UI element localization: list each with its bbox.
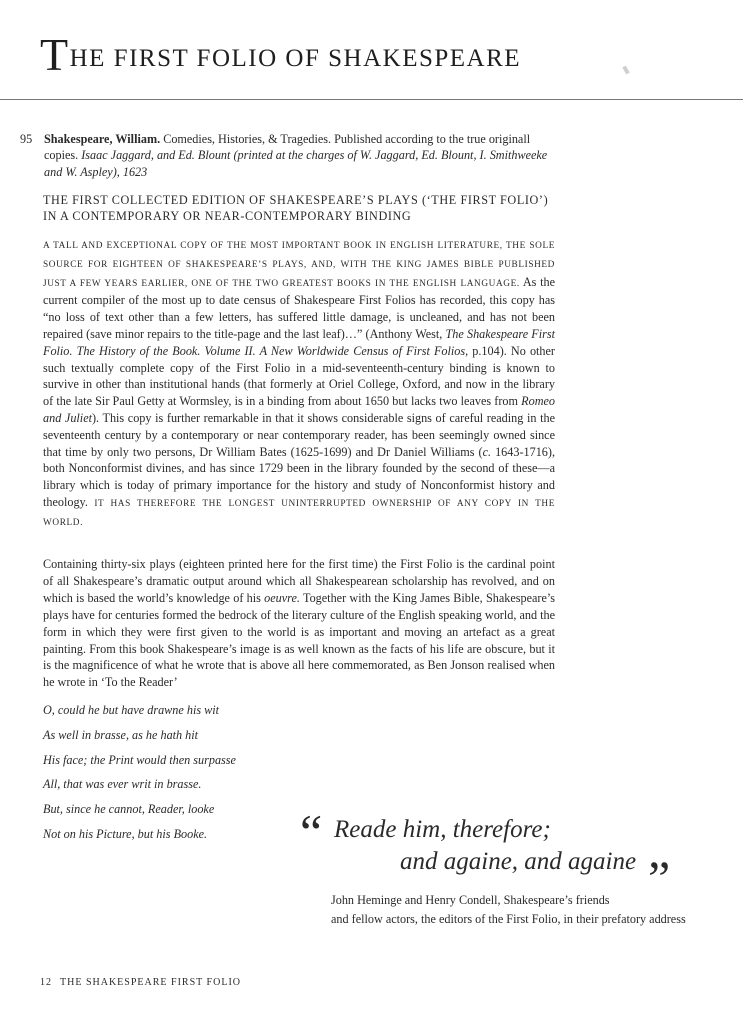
page-number: 12 bbox=[40, 977, 52, 988]
title-text: HE FIRST FOLIO OF SHAKESPEARE bbox=[69, 45, 522, 72]
book-title: Comedies, Histories, & Tragedies. Published according to the true originall copies. bbox=[44, 132, 531, 163]
oeuvre-word: oeuvre. bbox=[264, 590, 300, 605]
lot-number: 95 bbox=[20, 132, 33, 146]
header-rule bbox=[0, 99, 743, 100]
entry-heading bbox=[44, 131, 556, 180]
imprint: Isaac Jaggard, and Ed. Blount (printed at the charges of W. Jaggard, Ed. Blount, I. Smithweeke and W. Aspley), 1623 bbox=[44, 148, 548, 179]
quote-line-2: and againe, and againe bbox=[400, 848, 637, 875]
attribution-line: and fellow actors, the editors of the First Folio, in their prefatory address bbox=[331, 912, 686, 926]
circa-abbrev: c. bbox=[482, 444, 492, 459]
poem-line: But, since he cannot, Reader, looke bbox=[43, 802, 215, 817]
close-quote-mark: ” bbox=[648, 850, 671, 906]
poem-line: As well in brasse, as he hath hit bbox=[43, 727, 199, 742]
author-name: Shakespeare, William. bbox=[44, 132, 161, 146]
description-caps-lead: A TALL AND EXCEPTIONAL COPY OF THE MOST IMPORTANT BOOK IN ENGLISH LITERATURE, THE SOLE SOURCE FOR EIGHTEEN OF SHAKESPEARE’S PLAYS, AND, WITH THE KING JAMES BIBLE PUBLISHED JUST A FEW YEARS EARLIER, ONE OF THE TWO GREATEST BOOKS IN THE ENGLISH LANGUAGE. bbox=[43, 241, 555, 289]
description-paragraph bbox=[43, 236, 555, 532]
paper-mark bbox=[622, 66, 629, 75]
poem bbox=[43, 703, 236, 852]
running-title: THE SHAKESPEARE FIRST FOLIO bbox=[60, 977, 241, 988]
quote-line-1: Reade him, therefore; bbox=[334, 816, 551, 843]
title-drop-cap: T bbox=[40, 29, 70, 80]
open-quote-mark: “ bbox=[300, 804, 323, 860]
page-title bbox=[40, 29, 522, 80]
poem-line: His face; the Print would then surpasse bbox=[43, 752, 236, 767]
citation-title: The Shakespeare First Folio. The History of the Book. Volume II. A New Worldwide Census of First Folios, bbox=[43, 326, 555, 358]
quote-attribution bbox=[331, 891, 686, 929]
poem-line: Not on his Picture, but his Booke. bbox=[43, 826, 208, 841]
poem-line: All, that was ever writ in brasse. bbox=[43, 777, 202, 792]
body-paragraph bbox=[43, 556, 555, 691]
description-caps-tail: IT HAS THEREFORE THE LONGEST UNINTERRUPTED OWNERSHIP OF ANY COPY IN THE WORLD. bbox=[43, 498, 555, 528]
paragraph-text: Together with the King James Bible, Shakespeare’s plays have for centuries formed the bedrock of the literary culture of the English speaking world, and the form in which they were first given to the world is as important and moving an artefact as a great painting. From this book Shakespeare’s image is as well known as the facts of his life are obscure, but it is the magnificence of what he wrote that is above all here commemorated, as Ben Jonson realised when he wrote in ‘To the Reader’ bbox=[43, 590, 555, 690]
entry-subtitle: THE FIRST COLLECTED EDITION OF SHAKESPEARE’S PLAYS (‘THE FIRST FOLIO’) IN A CONTEMPORARY OR NEAR-CONTEMPORARY BINDING bbox=[43, 193, 549, 224]
poem-line: O, could he but have drawne his wit bbox=[43, 703, 220, 717]
attribution-line: John Heminge and Henry Condell, Shakespeare’s friends bbox=[331, 893, 610, 907]
page-footer bbox=[40, 977, 241, 988]
description-text: ). This copy is further remarkable in that it shows considerable signs of careful reading in the seventeenth century by a contemporary or near contemporary reader, has been seemingly owned since that time by only two persons, Dr William Bates (1625-1699) and Dr Daniel Williams ( bbox=[43, 410, 555, 459]
catalogue-entry bbox=[20, 131, 556, 180]
description-text: 1643-1716), both Nonconformist divines, and has since 1729 been in the library founded by the second of these—a library which is today of primary importance for the history and study of Nonconformist history and theology. bbox=[43, 444, 555, 509]
description-text: p.104). No other such textually complete copy of the First Folio in a mid-seventeenth-century binding is known to survive in other than institutional hands (that formerly at Oriel College, Oxford, and now in the library of the late Sir Paul Getty at Wormsley, is in a binding from about 1650 but lacks two leaves from bbox=[43, 343, 555, 409]
play-title: Romeo and Juliet bbox=[43, 394, 555, 425]
description-text: As the current compiler of the most up to date census of Shakespeare First Folios has recorded, this copy has “no loss of text other than a few letters, has suffered little damage, is uncleaned, and has not been repaired (save minor repairs to the title-page and the last leaf)…” (Anthony West, bbox=[43, 274, 555, 341]
paragraph-text: Containing thirty-six plays (eighteen printed here for the first time) the First Folio is the cardinal point of all Shakespeare’s dramatic output around which all Shakespearean scholarship has revolved, and on which is based the world’s knowledge of his bbox=[43, 557, 555, 605]
